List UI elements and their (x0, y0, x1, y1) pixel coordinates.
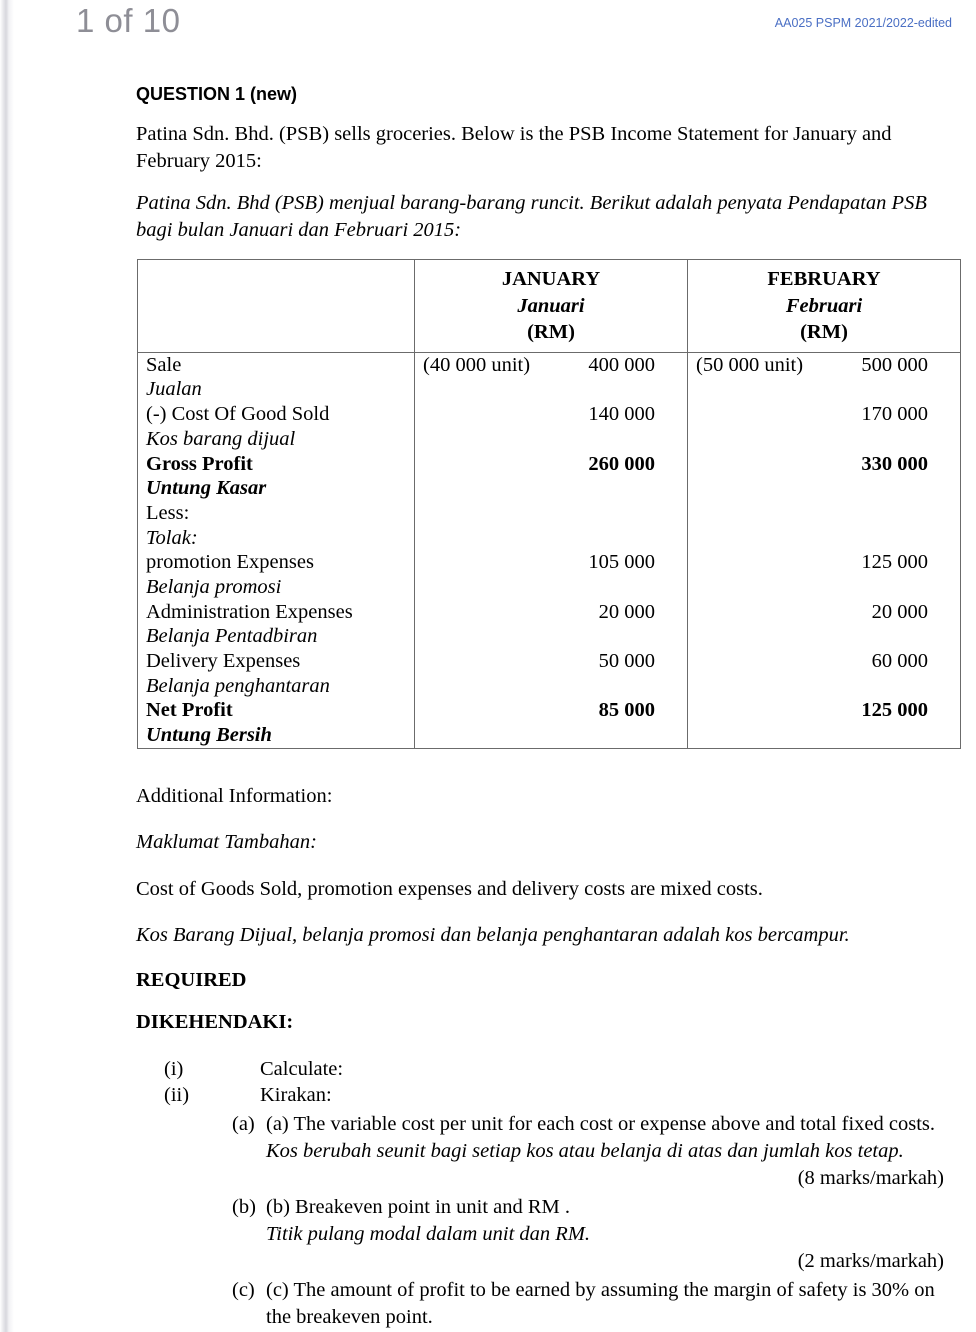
table-row-label-en: Sale (146, 353, 182, 376)
question-subitem-text (232, 1111, 946, 1165)
table-row-label-my: Belanja penghantaran (146, 674, 330, 697)
table-cell-february-spacer (688, 674, 960, 699)
table-cell-january-spacer (415, 377, 687, 402)
header-january-my: Januari (517, 294, 585, 317)
table-cell-january-spacer (415, 427, 687, 452)
table-cell-february-spacer (688, 723, 960, 748)
table-cell-january: (40 000 unit) 400 000 (423, 353, 655, 376)
table-row-label-en: Net Profit (146, 699, 233, 722)
header-january-currency: (RM) (527, 321, 575, 344)
table-cell-february: 330 000 (861, 452, 928, 475)
question-item-text: Kirakan: (260, 1084, 332, 1107)
table-cell-february: (50 000 unit) 500 000 (696, 353, 928, 376)
page-left-edge-shadow (0, 0, 14, 1332)
table-row-label-my: Untung Kasar (146, 477, 267, 500)
document-content (136, 84, 946, 1331)
table-cell-february: 60 000 (871, 650, 928, 673)
mixed-costs-note-en: Cost of Goods Sold, promotion expenses and delivery costs are mixed costs. (136, 877, 763, 900)
table-cell-february: 20 000 (871, 600, 928, 623)
table-cell-january: 105 000 (588, 551, 655, 574)
table-body-row (138, 352, 961, 748)
table-cell-january: 20 000 (598, 600, 655, 623)
table-cell-february-spacer (688, 624, 960, 649)
table-labels-column (138, 352, 415, 748)
document-page (14, 0, 976, 1332)
table-row-label-my: Belanja Pentadbiran (146, 625, 318, 648)
viewer-topbar (14, 0, 976, 62)
income-statement-table (137, 259, 961, 749)
table-row-label-en: Administration Expenses (146, 600, 353, 623)
table-header-row (138, 259, 961, 352)
header-january-en: JANUARY (501, 267, 601, 290)
table-january-column (415, 352, 688, 748)
question-item-marker: (i) (164, 1057, 184, 1080)
table-header-february (688, 259, 961, 352)
question-item (136, 1056, 946, 1083)
table-cell-february-spacer (688, 377, 960, 402)
table-cell-january-spacer (415, 575, 687, 600)
question-subitem-text (232, 1277, 946, 1331)
question-item-text: Calculate: (260, 1057, 344, 1080)
additional-information-section (136, 783, 946, 1034)
table-header-january (415, 259, 688, 352)
question-subitem (136, 1111, 946, 1165)
question-subitem-text-en: (c) The amount of profit to be earned by assuming the margin of safety is 30% on the breakeven point. (266, 1279, 935, 1329)
table-row-label-my: Untung Bersih (146, 724, 272, 747)
question-subitem-text-my: Titik pulang modal dalam unit dan RM. (266, 1223, 591, 1246)
required-heading-en: REQUIRED (136, 968, 247, 991)
table-february-column (688, 352, 961, 748)
table-cell-february: 170 000 (861, 403, 928, 426)
table-cell-february-spacer (688, 526, 960, 551)
question-subitem (136, 1194, 946, 1248)
table-cell-february-spacer (688, 427, 960, 452)
table-cell-january-spacer (415, 526, 687, 551)
table-cell-february-spacer (688, 476, 960, 501)
question-subitem-text-en: (a) The variable cost per unit for each cost or expense above and total fixed costs. (266, 1112, 936, 1135)
intro-paragraph-malay: Patina Sdn. Bhd (PSB) menjual barang-barang runcit. Berikut adalah penyata Pendapatan PSB bagi bulan Januari dan Februari 2015: (136, 191, 927, 242)
table-cell-january-spacer (415, 476, 687, 501)
required-heading-my: DIKEHENDAKI: (136, 1010, 294, 1033)
table-row-label-en: Less: (146, 501, 190, 524)
table-row-label-en: Delivery Expenses (146, 650, 301, 673)
table-cell-january: 260 000 (588, 452, 655, 475)
table-cell-february-spacer (688, 575, 960, 600)
question-subitem-text (232, 1194, 946, 1248)
table-row-label-en: Gross Profit (146, 452, 253, 475)
mixed-costs-note-my: Kos Barang Dijual, belanja promosi dan belanja penghantaran adalah kos bercampur. (136, 924, 850, 947)
intro-paragraph-english: Patina Sdn. Bhd. (PSB) sells groceries. Below is the PSB Income Statement for January and February 2015: (136, 123, 892, 173)
table-cell-january-spacer (415, 674, 687, 699)
table-row-label-en: (-) Cost Of Good Sold (146, 403, 330, 426)
header-february-currency: (RM) (800, 321, 848, 344)
table-row-label-my: Tolak: (146, 526, 198, 549)
table-row-label-my: Kos barang dijual (146, 427, 296, 450)
question-list (136, 1056, 946, 1332)
question-item (136, 1082, 946, 1109)
additional-info-heading-my: Maklumat Tambahan: (136, 831, 317, 854)
page-counter: 1 of 10 (76, 2, 181, 39)
question-subitem-marker: (c) (232, 1279, 255, 1302)
additional-info-heading-en: Additional Information: (136, 784, 333, 807)
table-cell-january: 85 000 (598, 699, 655, 722)
table-row-label-my: Jualan (146, 378, 202, 401)
table-corner-cell (138, 259, 415, 352)
question-subitem-marker: (b) (232, 1196, 256, 1219)
table-cell-january: 50 000 (598, 650, 655, 673)
question-subitem-marks: (2 marks/markah) (797, 1250, 944, 1273)
table-cell-february: 125 000 (861, 551, 928, 574)
table-cell-january-units: (40 000 unit) (423, 353, 531, 376)
table-cell-february: 125 000 (861, 699, 928, 722)
table-cell-february-units: (50 000 unit) (696, 353, 804, 376)
question-subitem-text-en: (b) Breakeven point in unit and RM . (266, 1196, 571, 1219)
question-subitem-marker: (a) (232, 1112, 255, 1135)
table-cell-january (415, 501, 687, 526)
question-title: QUESTION 1 (new) (136, 84, 298, 104)
document-reference-link[interactable]: AA025 PSPM 2021/2022-edited (774, 16, 952, 30)
table-cell-february (688, 501, 960, 526)
table-cell-january-spacer (415, 723, 687, 748)
question-subitem (136, 1277, 946, 1331)
table-row-label-en: promotion Expenses (146, 551, 314, 574)
question-subitem-text-my: Kos berubah seunit bagi setiap kos atau belanja di atas dan jumlah kos tetap. (266, 1140, 904, 1162)
question-item-marker: (ii) (164, 1084, 190, 1107)
table-cell-january-spacer (415, 624, 687, 649)
header-february-en: FEBRUARY (767, 267, 881, 290)
header-february-my: Februari (785, 294, 863, 317)
table-row-label-my: Belanja promosi (146, 575, 282, 598)
question-subitem-marks: (8 marks/markah) (797, 1167, 944, 1190)
table-cell-january: 140 000 (588, 403, 655, 426)
